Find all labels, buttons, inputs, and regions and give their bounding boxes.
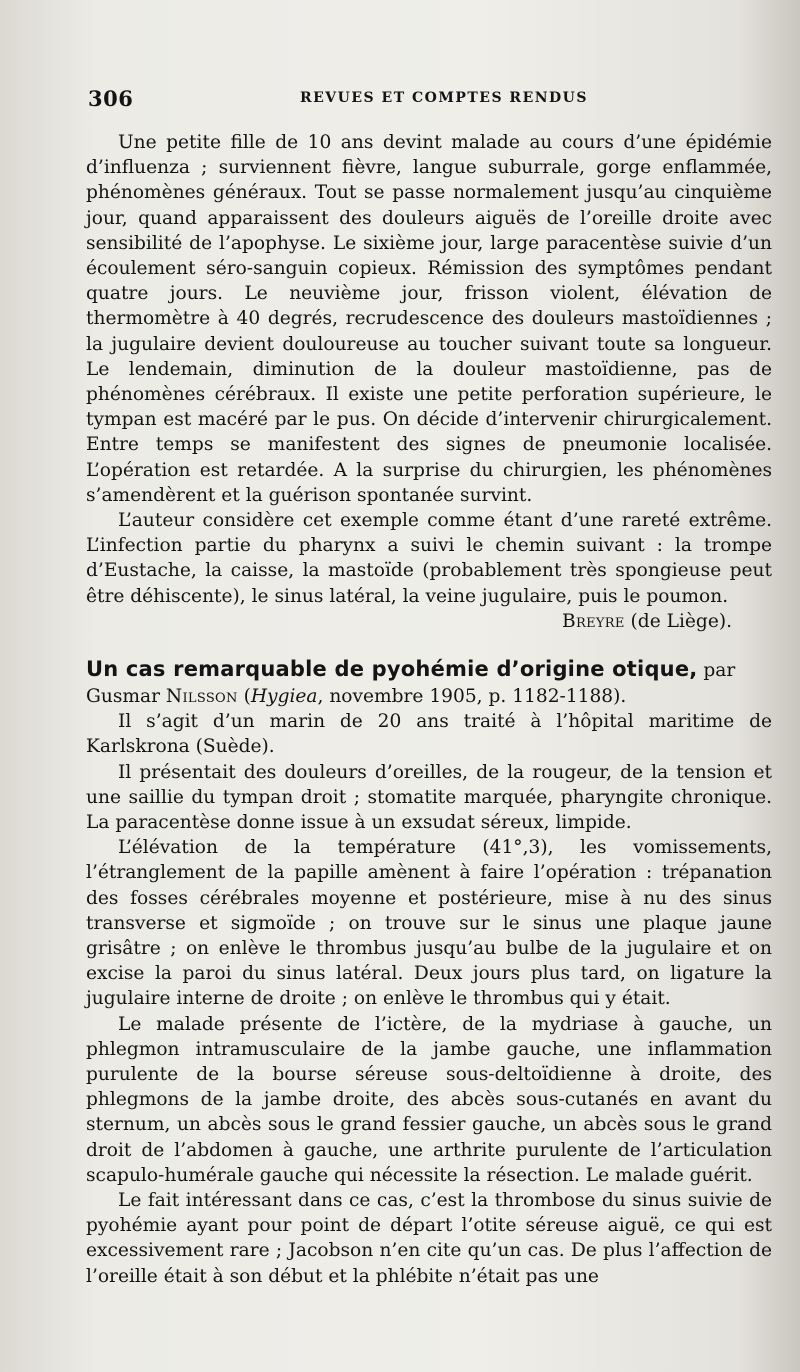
review-2-paragraph-5: Le fait intéressant dans ce cas, c’est la thrombose du sinus suivie de pyohémie ayant pour point de départ l’otite séreuse aiguë, ce qui est excessivement rare ; Jacobson n’en cite qu’un cas. De plus l’affection de l’oreille était à son début et la phlébite n’était pas une: [86, 1190, 772, 1287]
review-2-paragraph-2: Il présentait des douleurs d’oreilles, de la rougeur, de la tension et une saillie du tympan droit ; stomatite marquée, pharyngite chronique. La paracentèse donne issue à un exsudat séreux, limpide.: [86, 761, 772, 834]
review-1: [86, 130, 772, 634]
signature-place: (de Liège).: [630, 610, 732, 632]
running-head: REVUES ET COMPTES RENDUS: [300, 90, 588, 106]
citation-details: , novembre 1905, p. 1182-1188).: [317, 686, 627, 707]
review-1-signature: [86, 609, 772, 634]
author-last-name: Nilsson: [165, 686, 238, 707]
article-byline: Gusmar Nilsson (Hygiea, novembre 1905, p. 1182-1188).: [86, 686, 627, 707]
review-1-paragraph-2: L’auteur considère cet exemple comme étant d’une rareté extrême. L’infection partie du pharynx a suivi le chemin suivant : la trompe d’Eustache, la caisse, la mastoïde (probablement très spongieuse peut être déhiscente), le sinus latéral, la veine jugulaire, puis le poumon.: [86, 510, 772, 607]
review-2: [86, 656, 772, 1289]
signature-name: Breyre: [562, 610, 625, 632]
journal-name: Hygiea: [250, 686, 318, 707]
review-2-paragraph-3: L’élévation de la température (41°,3), les vomissements, l’étranglement de la papille amènent à faire l’opération : trépanation des fosses cérébrales moyenne et postérieure, mise à nu des sinus transverse et sigmoïde ; on trouve sur le sinus une plaque jaune grisâtre ; on enlève le thrombus jusqu’au bulbe de la jugulaire et on excise la paroi du sinus latéral. Deux jours plus tard, on ligature la jugulaire interne de droite ; on enlève le thrombus qui y était.: [86, 837, 772, 1010]
page-number: 306: [88, 86, 134, 111]
article-title-suffix: par: [703, 660, 736, 681]
review-2-paragraph-4: Le malade présente de l’ictère, de la mydriase à gauche, un phlegmon intramusculaire de la jambe gauche, une inflammation purulente de la bourse séreuse sous-deltoïdienne à droite, des phlegmons de la jambe droite, des abcès sous-cutanés en avant du sternum, un abcès sous le grand fessier gauche, un abcès sous le grand droit de l’abdomen à gauche, une arthrite purulente de l’articulation scapulo-humérale gauche qui nécessite la résection. Le malade guérit.: [86, 1013, 772, 1186]
author-first-name: Gusmar: [86, 686, 160, 707]
article-heading: [86, 656, 772, 684]
review-2-paragraph-1: Il s’agit d’un marin de 20 ans traité à l’hôpital maritime de Karlskrona (Suède).: [86, 711, 772, 758]
article-title: Un cas remarquable de pyohémie d’origine otique,: [86, 657, 698, 681]
review-1-paragraph-1: Une petite fille de 10 ans devint malade au cours d’une épidémie d’influenza ; surviennent fièvre, langue suburrale, gorge enflammée, phénomènes généraux. Tout se passe normalement jusqu’au cinquième jour, quand apparaissent des douleurs aiguës de l’oreille droite avec sensibilité de l’apophyse. Le sixième jour, large paracentèse suivie d’un écoulement séro-sanguin copieux. Rémission des symptômes pendant quatre jours. Le neuvième jour, frisson violent, élévation de thermomètre à 40 degrés, recrudescence des douleurs mastoïdiennes ; la jugulaire devient douloureuse au toucher suivant toute sa longueur. Le lendemain, diminution de la douleur mastoïdienne, pas de phénomènes cérébraux. Il existe une petite perforation supérieure, le tympan est macéré par le pus. On décide d’intervenir chirurgicalement. Entre temps se manifestent des signes de pneumonie localisée. L’opération est retardée. A la surprise du chirurgien, les phénomènes s’amendèrent et la guérison spontanée survint.: [86, 132, 772, 506]
